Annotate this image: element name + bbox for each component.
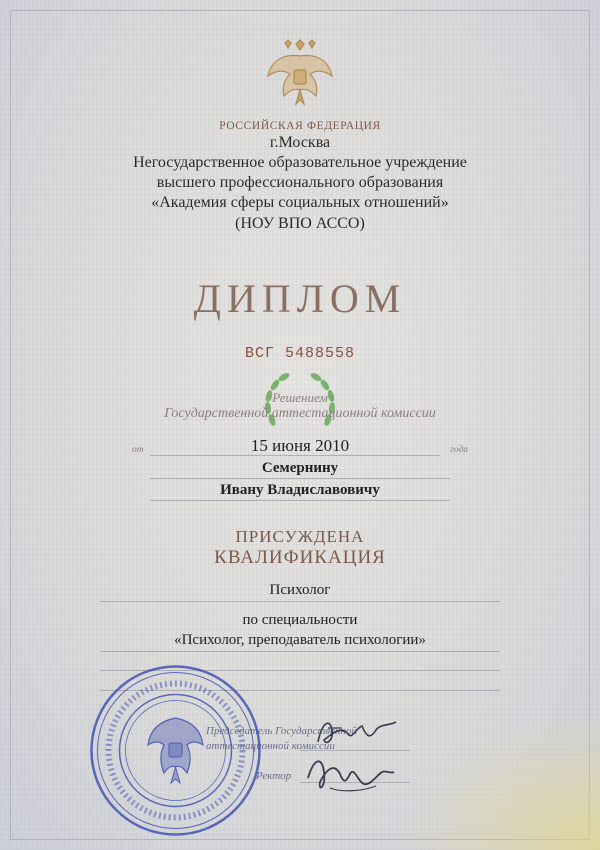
specialty-label: по специальности [242,612,358,628]
specialty-value: «Психолог, преподаватель психологии» [174,632,426,648]
commission-label: Государственной аттестационной комиссии [164,406,436,421]
date-underline [150,455,440,456]
qualification-value: Психолог [269,582,331,598]
name-underline [150,500,450,501]
surname-underline [150,478,450,479]
rector-signature-icon [300,752,400,798]
decision-date: 15 июня 2010 [250,436,350,455]
institution-line-1: Негосударственное образовательное учреждение [133,154,467,171]
coat-of-arms-icon [262,36,338,112]
awarded-label: ПРИСУЖДЕНА [235,527,365,546]
federation-label: РОССИЙСКАЯ ФЕДЕРАЦИЯ [219,120,381,132]
rector-signature-label: Ректор [256,770,292,782]
institution-abbreviation: (НОУ ВПО АССО) [235,215,365,232]
specialty-underline [100,651,500,652]
recipient-surname: Семернину [261,460,339,476]
recipient-given-names: Ивану Владиславовичу [220,482,380,498]
year-label: года [450,445,468,455]
chair-label-line-2: аттестационной комиссии [206,740,335,752]
qualification-label: КВАЛИФИКАЦИЯ [214,547,386,568]
document-title: ДИПЛОМ [193,276,407,321]
chair-label-line-1: Председатель Государственной [206,725,357,737]
hologram-glow [400,710,600,850]
institution-line-2: высшего профессионального образования [156,174,444,191]
city-label: г.Москва [269,134,331,151]
chair-signature-icon [312,712,402,754]
qualification-underline [100,601,500,602]
official-seal-icon [88,663,263,838]
document-number: ВСГ 5488558 [244,345,356,362]
decision-label: Решением [272,390,328,405]
institution-name: «Академия сферы социальных отношений» [151,194,449,211]
from-label: от [132,445,144,455]
